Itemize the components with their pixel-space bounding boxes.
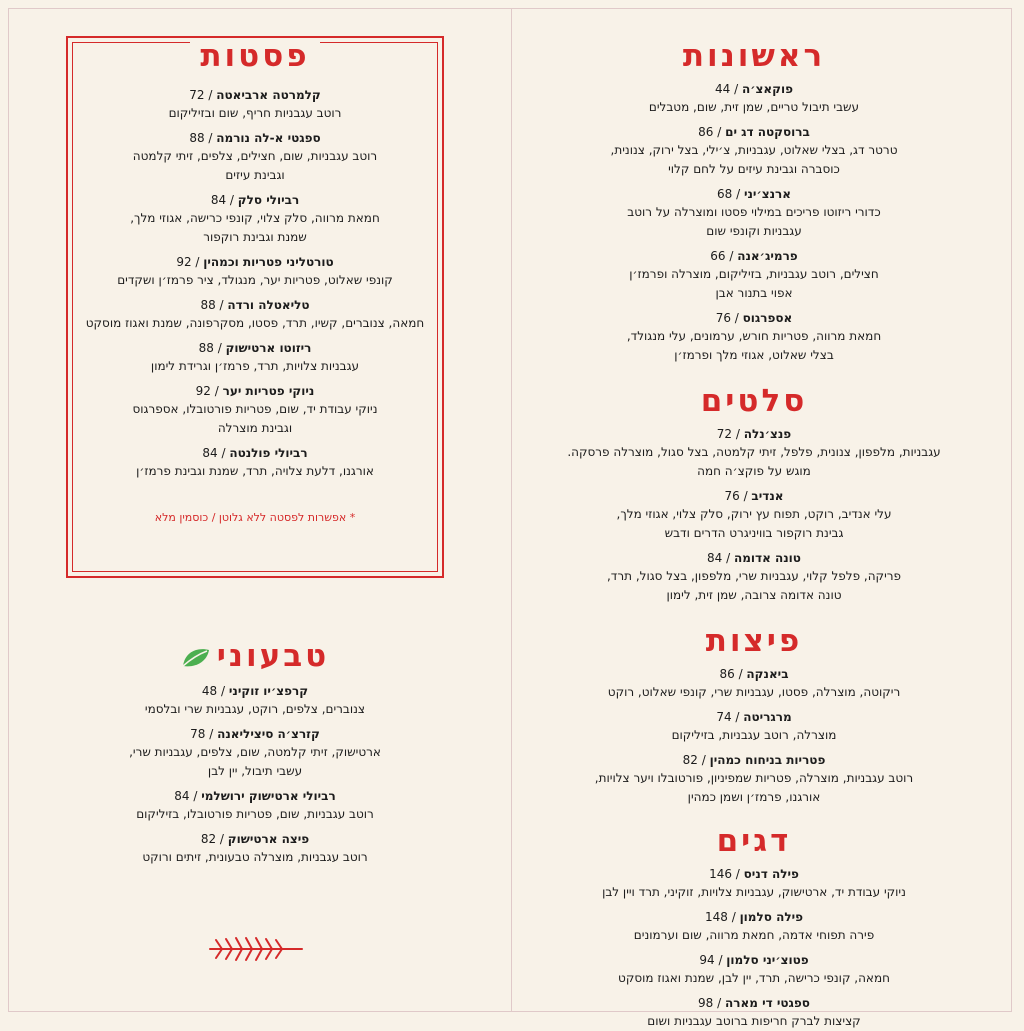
menu-item-description: קונפי שאלוט, פטריות יער, מנגולד, ציר פרמז׳ן ושקדים <box>117 273 393 287</box>
menu-item <box>534 80 974 117</box>
menu-item-price: 88 <box>189 131 205 145</box>
menu-item-header <box>534 549 974 567</box>
menu-item-name: פרמיג׳אנה <box>737 249 798 263</box>
menu-section <box>534 38 974 365</box>
menu-item-price: 94 <box>699 953 715 967</box>
wheat-icon <box>208 934 304 968</box>
menu-item-description: עשבי תיבול, יין לבן <box>207 763 303 778</box>
menu-item-price: 84 <box>174 788 190 803</box>
menu-section <box>534 383 974 605</box>
vegan-section <box>90 638 420 867</box>
menu-item-description: עגבניות צלויות, תרד, פרמז׳ן וגרידת לימון <box>150 359 360 373</box>
menu-item-name: קרפצ׳יו זוקיני <box>228 683 309 698</box>
menu-item <box>534 425 974 481</box>
price-separator: / <box>732 427 744 441</box>
menu-item-name: ניוקי פטריות יער <box>222 384 315 398</box>
menu-item-header <box>82 191 428 209</box>
menu-item-description: חצילים, רוטב עגבניות, בזיליקום, מוצרלה ופרמז׳ן <box>629 267 879 281</box>
price-separator: / <box>714 953 727 967</box>
menu-item-header <box>82 129 428 147</box>
menu-item-price: 68 <box>716 187 733 201</box>
menu-item-price: 92 <box>195 384 211 398</box>
menu-item <box>534 865 974 902</box>
menu-item-description: חמאת מרווה, פטריות חורש, ערמונים, עלי מנגולד, <box>626 329 882 343</box>
price-separator: / <box>731 867 744 881</box>
menu-item-description: רוטב עגבניות, מוצרלה טבעונית, זיתים ורוקט <box>142 849 368 864</box>
right-column <box>534 38 974 1031</box>
menu-item-header <box>82 339 428 357</box>
menu-item-header <box>534 908 974 926</box>
menu-item-description: חמאה, קונפי כרישה, תרד, יין לבן, שמנת ואגוז מוסקט <box>618 971 890 985</box>
menu-item-price: 72 <box>716 427 733 441</box>
menu-item-price: 82 <box>682 753 698 767</box>
menu-item-description: קציצות לברק חריפות ברוטב עגבניות ושום <box>647 1014 861 1028</box>
price-separator: / <box>731 710 744 724</box>
menu-item-description: כדורי ריזוטו פריכים במילוי פסטו ומוצרלה על רוטב <box>627 205 881 219</box>
menu-item-header <box>534 865 974 883</box>
menu-item-price: 72 <box>189 88 205 102</box>
menu-item-name: רביולי פולנטה <box>229 446 308 460</box>
menu-item <box>534 185 974 241</box>
menu-item-name: קזרצ׳ה סיציליאנה <box>217 726 320 741</box>
menu-item-header <box>82 444 428 462</box>
menu-item <box>82 253 428 290</box>
price-separator: / <box>713 125 726 139</box>
menu-item-header <box>534 951 974 969</box>
pasta-section <box>82 38 428 524</box>
menu-item-name: טונה אדומה <box>733 551 801 565</box>
menu-item-header <box>534 708 974 726</box>
menu-item-price: 66 <box>710 249 726 263</box>
menu-item-description: כוסברה וגבינת עיזים על לחם קלוי <box>668 162 840 176</box>
menu-item-description: מוצרלה, רוטב עגבניות, בזיליקום <box>671 728 837 742</box>
menu-item-description: אורגנו, פרמז׳ן ושמן כמהין <box>687 790 821 804</box>
leaf-icon <box>181 640 211 676</box>
menu-item-description: גבינת רוקפור בוויניגרט הדרים ודבש <box>664 526 844 540</box>
price-separator: / <box>730 82 742 96</box>
menu-item-description: רוטב עגבניות, שום, חצילים, צלפים, זיתי קלמטה <box>132 149 378 163</box>
menu-item <box>534 247 974 303</box>
menu-item-description: רוטב עגבניות, מוצרלה, פטריות שמפיניון, פורטובלו ויער צלויות, <box>594 771 914 785</box>
menu-item <box>90 682 420 719</box>
price-separator: / <box>697 753 710 767</box>
menu-item-header <box>534 994 974 1012</box>
menu-item <box>90 830 420 867</box>
menu-item <box>534 123 974 179</box>
price-separator: / <box>739 489 752 503</box>
menu-item-description: עגבניות, מלפפון, צנונית, פלפל, זיתי קלמטה, בצל סגול, מוצרלה פרסקה. <box>567 445 941 459</box>
menu-item-description: בצלי שאלוט, אגוזי מלך ופרמז׳ן <box>674 348 834 362</box>
menu-item <box>534 549 974 605</box>
menu-item-description: חמאה, צנוברים, קשיו, תרד, פסטו, מסקרפונה, שמנת ואגוז מוסקט <box>85 316 425 330</box>
menu-item-price: 44 <box>715 82 731 96</box>
menu-item-name: מרגריטה <box>743 710 792 724</box>
menu-item-description: עשבי תיבול טריים, שמן זית, שום, מטבלים <box>648 100 860 114</box>
menu-item-name: פילה סלמון <box>739 910 804 924</box>
menu-item-description: ניוקי עבודת יד, שום, פטריות פורטובלו, אספרגוס <box>132 402 378 416</box>
menu-item-price: 78 <box>190 726 206 741</box>
menu-item-name: פטוצ׳יני סלמון <box>726 953 809 967</box>
menu-item-description: ניוקי עבודת יד, ארטישוק, עגבניות צלויות, זוקיני, תרד ויין לבן <box>602 885 906 899</box>
menu-item-description: וגבינת מוצרלה <box>217 421 293 435</box>
price-separator: / <box>217 683 229 698</box>
column-divider <box>511 8 512 1012</box>
menu-item-description: טונה אדומה צרובה, שמן זית, לימון <box>666 588 842 602</box>
price-separator: / <box>722 551 734 565</box>
menu-item-description: וגבינת עיזים <box>225 168 285 182</box>
menu-item-name: ריזוטו ארטישוק <box>225 341 312 355</box>
menu-item-price: 148 <box>704 910 728 924</box>
menu-item-header <box>90 682 420 700</box>
vegan-title-text: טבעוני <box>216 638 330 674</box>
menu-item-description: אורגנו, דלעת צלויה, תרד, שמנת וגבינת פרמז׳ן <box>136 464 374 478</box>
price-separator: / <box>213 341 226 355</box>
price-separator: / <box>204 131 217 145</box>
menu-item <box>90 725 420 781</box>
menu-item-header <box>534 185 974 203</box>
pasta-title-text: פסטות <box>200 38 310 74</box>
menu-item-price: 76 <box>724 489 740 503</box>
menu-item <box>82 382 428 438</box>
menu-item-header <box>534 425 974 443</box>
price-separator: / <box>215 298 228 312</box>
menu-item <box>534 665 974 702</box>
menu-item <box>534 708 974 745</box>
menu-item-header <box>82 382 428 400</box>
menu-item-header <box>82 296 428 314</box>
menu-item-header <box>534 247 974 265</box>
menu-item-header <box>534 123 974 141</box>
menu-section <box>534 623 974 807</box>
menu-item-name: אספרגוס <box>742 311 793 325</box>
menu-item <box>82 296 428 333</box>
price-separator: / <box>727 910 740 924</box>
vegan-title <box>90 638 420 676</box>
section-title <box>534 623 974 659</box>
menu-item-header <box>534 665 974 683</box>
menu-section <box>534 823 974 1031</box>
menu-item-name: ארנצ׳יני <box>743 187 791 201</box>
menu-item-header <box>90 725 420 743</box>
menu-item-description: צנוברים, צלפים, רוקט, עגבניות שרי ובלסמי <box>144 701 366 716</box>
menu-item <box>82 191 428 247</box>
section-title-text: דגים <box>716 823 792 859</box>
menu-item-price: 86 <box>698 125 714 139</box>
price-separator: / <box>210 384 223 398</box>
menu-item-description: רוטב עגבניות חריף, שום ובזיליקום <box>168 106 342 120</box>
price-separator: / <box>732 187 744 201</box>
price-separator: / <box>204 88 217 102</box>
price-separator: / <box>226 193 238 207</box>
menu-item-name: קלמרטה ארביאטה <box>216 88 321 102</box>
section-title-text: סלטים <box>700 383 808 419</box>
menu-item-name: אנדיב <box>751 489 784 503</box>
section-title <box>534 823 974 859</box>
menu-item <box>82 339 428 376</box>
menu-item-header <box>534 487 974 505</box>
menu-item-header <box>90 787 420 805</box>
menu-item <box>534 487 974 543</box>
menu-item-description: פריקה, פלפל קלוי, עגבניות שרי, מלפפון, בצל סגול, תרד, <box>606 569 902 583</box>
menu-item-description: רוטב עגבניות, שום, פטריות פורטובלו, בזיליקום <box>136 806 374 821</box>
menu-item-description: עגבניות וקונפי שום <box>706 224 802 238</box>
menu-item-price: 146 <box>709 867 732 881</box>
menu-item-price: 48 <box>201 683 218 698</box>
menu-item-price: 92 <box>176 255 192 269</box>
menu-item-price: 84 <box>210 193 227 207</box>
menu-item <box>534 751 974 807</box>
menu-item-header <box>82 86 428 104</box>
menu-item-description: ארטישוק, זיתי קלמטה, שום, צלפים, עגבניות שרי, <box>129 744 381 759</box>
gluten-free-note: * אפשרות לפסטה ללא גלוטן / כוסמין מלא <box>154 511 356 524</box>
section-title-text: ראשונות <box>682 38 826 74</box>
menu-item <box>82 86 428 123</box>
price-separator: / <box>725 249 738 263</box>
menu-item-price: 74 <box>716 710 732 724</box>
menu-item-name: פילה דניס <box>743 867 799 881</box>
menu-item-header <box>90 830 420 848</box>
menu-item-name: טליאטלה ורדה <box>227 298 310 312</box>
menu-item-name: פיצה ארטישוק <box>227 831 310 846</box>
menu-item-description: חמאת מרווה, סלק צלוי, קונפי כרישה, אגוזי מלך, <box>130 211 380 225</box>
menu-item-price: 76 <box>715 311 731 325</box>
price-separator: / <box>734 667 747 681</box>
price-separator: / <box>730 311 743 325</box>
menu-item-price: 88 <box>198 341 214 355</box>
section-title-text: פיצות <box>705 623 803 659</box>
menu-item-price: 98 <box>698 996 714 1010</box>
menu-item-header <box>534 309 974 327</box>
menu-item-description: אפוי בתנור אבן <box>715 286 793 300</box>
section-title <box>534 38 974 74</box>
menu-item-price: 82 <box>200 831 217 846</box>
menu-item-description: טרטר דג, בצלי שאלוט, עגבניות, צ׳ילי, בצל ירוק, צנונית, <box>610 143 898 157</box>
menu-item <box>534 908 974 945</box>
menu-item <box>534 951 974 988</box>
price-separator: / <box>217 446 230 460</box>
price-separator: / <box>205 726 218 741</box>
menu-item-header <box>534 80 974 98</box>
menu-item <box>82 444 428 481</box>
menu-item-name: רביולי סלק <box>237 193 300 207</box>
menu-item-price: 88 <box>200 298 216 312</box>
menu-item-price: 84 <box>707 551 723 565</box>
menu-item-description: פירה תפוחי אדמה, חמאת מרווה, שום וערמונים <box>633 928 875 942</box>
menu-item-name: ספגטי די מארה <box>725 996 810 1010</box>
menu-item <box>534 994 974 1031</box>
menu-item-header <box>534 751 974 769</box>
menu-item <box>82 129 428 185</box>
menu-item-name: פוקאצ׳ה <box>741 82 793 96</box>
menu-item-name: ברוסקטה דג ים <box>725 125 810 139</box>
menu-item-header <box>82 253 428 271</box>
menu-item-name: רביולי ארטישוק ירושלמי <box>201 788 336 803</box>
menu-item-description: מוגש על פוקצ׳ה חמה <box>697 464 811 478</box>
menu-item-name: ספגטי א-לה נורמה <box>216 131 321 145</box>
price-separator: / <box>713 996 725 1010</box>
menu-item <box>534 309 974 365</box>
menu-item-price: 86 <box>719 667 735 681</box>
menu-item-description: ריקוטה, מוצרלה, פסטו, עגבניות שרי, קונפי שאלוט, רוקט <box>607 685 901 699</box>
price-separator: / <box>191 255 204 269</box>
menu-item <box>90 787 420 824</box>
menu-item-name: טורטליני פטריות וכמהין <box>203 255 334 269</box>
price-separator: / <box>216 831 228 846</box>
pasta-title <box>82 38 428 74</box>
menu-item-name: פטריות בניחוח כמהין <box>709 753 826 767</box>
menu-item-name: ביאנקה <box>746 667 789 681</box>
section-title <box>534 383 974 419</box>
price-separator: / <box>189 788 202 803</box>
menu-item-price: 84 <box>202 446 218 460</box>
menu-item-name: פנצ׳נלה <box>743 427 792 441</box>
menu-item-description: עלי אנדיב, רוקט, תפוח עץ ירוק, סלק צלוי, אגוזי מלך, <box>616 507 892 521</box>
menu-item-description: שמנת וגבינת רוקפור <box>203 230 307 244</box>
